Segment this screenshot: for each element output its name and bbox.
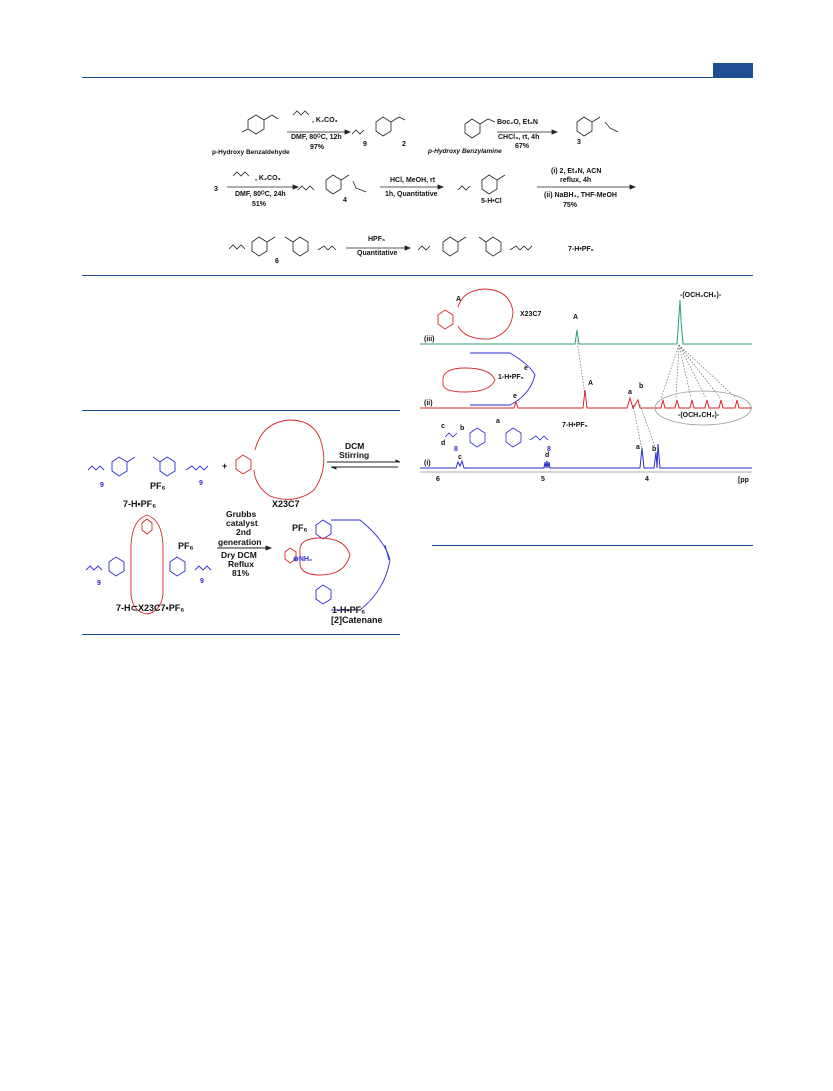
axle-chain-n-right: 9 — [199, 480, 203, 487]
product-3-number: 3 — [577, 139, 581, 146]
reactant-label: p-Hydroxy Benzaldehyde — [212, 149, 290, 156]
nmr-peak-A-ii: A — [588, 380, 594, 387]
catenane-label: 1-H•PF₆ — [332, 605, 366, 615]
row2-step3-line2: reflux, 4h — [560, 177, 592, 184]
x-unit: [pp — [738, 477, 749, 484]
step2-conditions: CHCl₃, rt, 4h — [498, 134, 540, 141]
nmr-crown-label: X23C7 — [520, 311, 542, 318]
step1-conditions: DMF, 80ᴼC, 12h — [291, 134, 342, 141]
metathesis-cond-7: 81% — [232, 568, 250, 578]
nmr-axle-n-right: 8 — [547, 446, 551, 453]
product-2-number: 2 — [402, 141, 406, 148]
row2-step-yield: 51% — [252, 201, 267, 208]
step2-yield: 67% — [515, 143, 530, 150]
nmr-och2-circle: -(OCH₂CH₂)- — [678, 412, 720, 419]
catenane-type: [2]Catenane — [331, 615, 383, 625]
nmr-peak-A-iii: A — [573, 314, 579, 321]
nmr-peak-c: c — [458, 454, 462, 461]
row3-start-number: 6 — [275, 258, 279, 265]
row3-step-conditions: Quantitative — [357, 250, 398, 257]
nmr-och2-top: -(OCH₂CH₂)- — [680, 292, 722, 299]
axle-counterion: PF₆ — [150, 481, 166, 491]
x-tick-6: 6 — [436, 476, 440, 483]
x-tick-5: 5 — [541, 476, 545, 483]
metathesis-cond-4: generation — [218, 537, 262, 547]
axle-label: 7-H•PF₆ — [123, 499, 157, 509]
row2-step2-conditions: 1h, Quantitative — [385, 191, 438, 198]
metathesis-cond-6: Reflux — [228, 559, 254, 569]
nmr-peak-e: e — [513, 393, 517, 400]
row2-product-4: 4 — [343, 197, 347, 204]
row2-step3-line3: (ii) NaBH₄, THF-MeOH — [544, 192, 617, 199]
left-rule-2 — [82, 634, 400, 635]
step1-reagents: , K₂CO₃ — [312, 117, 338, 124]
nmr-crown-A: A — [456, 296, 462, 303]
equilibrium-condition-1: DCM — [345, 441, 365, 451]
nmr-axle-label: 7-H•PF₆ — [562, 422, 588, 429]
metathesis-cond-3: 2nd — [236, 527, 252, 537]
row2-start-number: 3 — [214, 186, 218, 193]
plus-sign: + — [222, 461, 228, 471]
trace-ii — [420, 390, 752, 408]
trace-label-ii: (ii) — [424, 400, 433, 407]
complex-counterion: PF₆ — [178, 541, 194, 551]
nmr-axle-c: c — [441, 423, 445, 430]
nmr-peak-e-icon: e — [524, 365, 528, 372]
row2-step3-line1: (i) 2, Et₃N, ACN — [551, 168, 602, 175]
metathesis-cond-1: Grubbs — [226, 509, 257, 519]
row3-product-label: 7-H•PF₆ — [568, 246, 594, 253]
nmr-axle-a: a — [496, 418, 500, 425]
nmr-axle-d: d — [441, 440, 446, 447]
row2-step3-yield: 75% — [563, 202, 578, 209]
row2-step2-reagents: HCl, MeOH, rt — [390, 177, 436, 184]
metathesis-cond-2: catalyst — [226, 518, 258, 528]
row3-step-reagents: HPF₆ — [368, 236, 386, 243]
step1-yield: 97% — [310, 144, 325, 151]
x-tick-4: 4 — [645, 476, 649, 483]
row2-product-5: 5-H•Cl — [481, 198, 502, 205]
complex-chain-n-left: 9 — [97, 580, 101, 587]
crown-label: X23C7 — [272, 499, 300, 509]
row2-step-conditions: DMF, 80ᴼC, 24h — [235, 191, 286, 198]
trace-label-i: (i) — [424, 460, 431, 467]
reactant2-label: p-Hydroxy Benzylamine — [428, 148, 502, 155]
complex-chain-n-right: 9 — [200, 578, 204, 585]
nmr-peak-d: d — [545, 452, 550, 459]
svg-text:⊕NH₂: ⊕NH₂ — [293, 556, 313, 563]
axle-chain-n-left: 9 — [100, 482, 104, 489]
equilibrium-condition-2: Stirring — [339, 450, 370, 460]
trace-iii — [420, 300, 752, 344]
nmr-peak-a-ii: a — [628, 389, 632, 396]
row2-step-reagents: , K₂CO₃ — [255, 175, 281, 182]
step2-reagents: Boc₂O, Et₃N — [497, 119, 538, 126]
nmr-axle-b: b — [460, 425, 465, 432]
metathesis-cond-5: Dry DCM — [221, 550, 257, 560]
nmr-peak-a-i: a — [636, 444, 640, 451]
nmr-axle-n-left: 8 — [454, 446, 458, 453]
trace-label-iii: (iii) — [424, 336, 435, 343]
nmr-peak-b-ii: b — [639, 383, 644, 390]
nmr-peak-b-i: b — [652, 446, 657, 453]
catenane-counterion: PF₆ — [292, 523, 308, 533]
chain-n-1: 9 — [363, 141, 367, 148]
complex-label: 7-H⊂X23C7•PF₆ — [116, 603, 185, 613]
trace-i — [420, 444, 752, 468]
right-rule — [432, 545, 753, 546]
nmr-catenane-label: 1-H•PF₆ — [498, 374, 524, 381]
